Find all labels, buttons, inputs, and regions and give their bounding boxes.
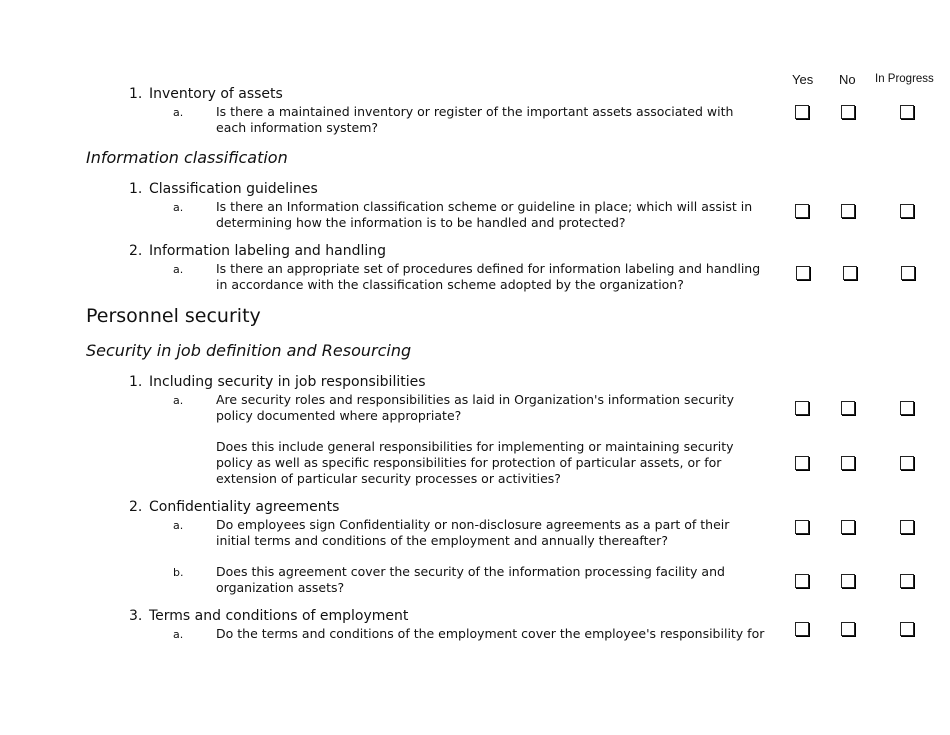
checkbox-no[interactable]	[841, 204, 855, 218]
checkbox-no[interactable]	[841, 401, 855, 415]
checkbox-in-progress[interactable]	[900, 574, 914, 588]
question-label: a.	[173, 106, 184, 119]
item-number: 3.	[129, 608, 143, 624]
question-label: b.	[173, 566, 184, 579]
item-title: Confidentiality agreements	[149, 499, 340, 515]
checkbox-yes[interactable]	[795, 622, 809, 636]
item-title: Terms and conditions of employment	[149, 608, 409, 624]
checkbox-no[interactable]	[841, 622, 855, 636]
question-text: Does this include general responsibilities for implementing or maintaining security policy as well as specific responsibilities for protection of particular assets, or for extension of particular security processes or activities?	[216, 439, 734, 486]
section-title-information-classification: Information classification	[86, 148, 288, 167]
checkbox-yes[interactable]	[795, 105, 809, 119]
checkbox-yes[interactable]	[795, 401, 809, 415]
question-label: a.	[173, 519, 184, 532]
checkbox-yes[interactable]	[795, 204, 809, 218]
subsection-title-job-definition: Security in job definition and Resourcing	[86, 341, 412, 360]
checkbox-no[interactable]	[841, 574, 855, 588]
question-label: a.	[173, 263, 184, 276]
question-label: a.	[173, 201, 184, 214]
question-text: Are security roles and responsibilities as laid in Organization's information security policy documented where appropriate?	[216, 392, 734, 423]
item-title: Inventory of assets	[149, 86, 283, 102]
column-header-no: No	[839, 72, 856, 87]
checkbox-in-progress[interactable]	[900, 520, 914, 534]
checkbox-in-progress[interactable]	[900, 456, 914, 470]
checkbox-in-progress[interactable]	[901, 266, 915, 280]
question-label: a.	[173, 628, 184, 641]
checkbox-no[interactable]	[841, 520, 855, 534]
section-title-personnel-security: Personnel security	[86, 305, 261, 327]
checkbox-no[interactable]	[843, 266, 857, 280]
item-title: Including security in job responsibilities	[149, 374, 426, 390]
item-number: 1.	[129, 181, 143, 197]
checkbox-no[interactable]	[841, 105, 855, 119]
checkbox-in-progress[interactable]	[900, 622, 914, 636]
question-text: Is there an appropriate set of procedures defined for information labeling and handling in accordance with the classification scheme adopted by the organization?	[216, 261, 761, 292]
item-title: Information labeling and handling	[149, 243, 386, 259]
checkbox-in-progress[interactable]	[900, 204, 914, 218]
question-text: Do the terms and conditions of the employment cover the employee's responsibility for	[216, 626, 765, 641]
checkbox-in-progress[interactable]	[900, 401, 914, 415]
question-text: Do employees sign Confidentiality or non-disclosure agreements as a part of their initial terms and conditions of the employment and annually thereafter?	[216, 517, 730, 548]
item-number: 2.	[129, 243, 143, 259]
item-number: 1.	[129, 374, 143, 390]
column-header-in-progress: In Progress	[875, 73, 934, 85]
item-number: 1.	[129, 86, 143, 102]
checkbox-yes[interactable]	[796, 266, 810, 280]
question-text: Does this agreement cover the security of the information processing facility and organization assets?	[216, 564, 725, 595]
checkbox-in-progress[interactable]	[900, 105, 914, 119]
checkbox-yes[interactable]	[795, 520, 809, 534]
question-label: a.	[173, 394, 184, 407]
checkbox-no[interactable]	[841, 456, 855, 470]
checkbox-yes[interactable]	[795, 456, 809, 470]
column-header-yes: Yes	[792, 72, 814, 87]
item-number: 2.	[129, 499, 143, 515]
question-text: Is there a maintained inventory or register of the important assets associated with each information system?	[216, 104, 734, 135]
item-title: Classification guidelines	[149, 181, 318, 197]
checkbox-yes[interactable]	[795, 574, 809, 588]
question-text: Is there an Information classification scheme or guideline in place; which will assist in determining how the information is to be handled and protected?	[216, 199, 753, 230]
